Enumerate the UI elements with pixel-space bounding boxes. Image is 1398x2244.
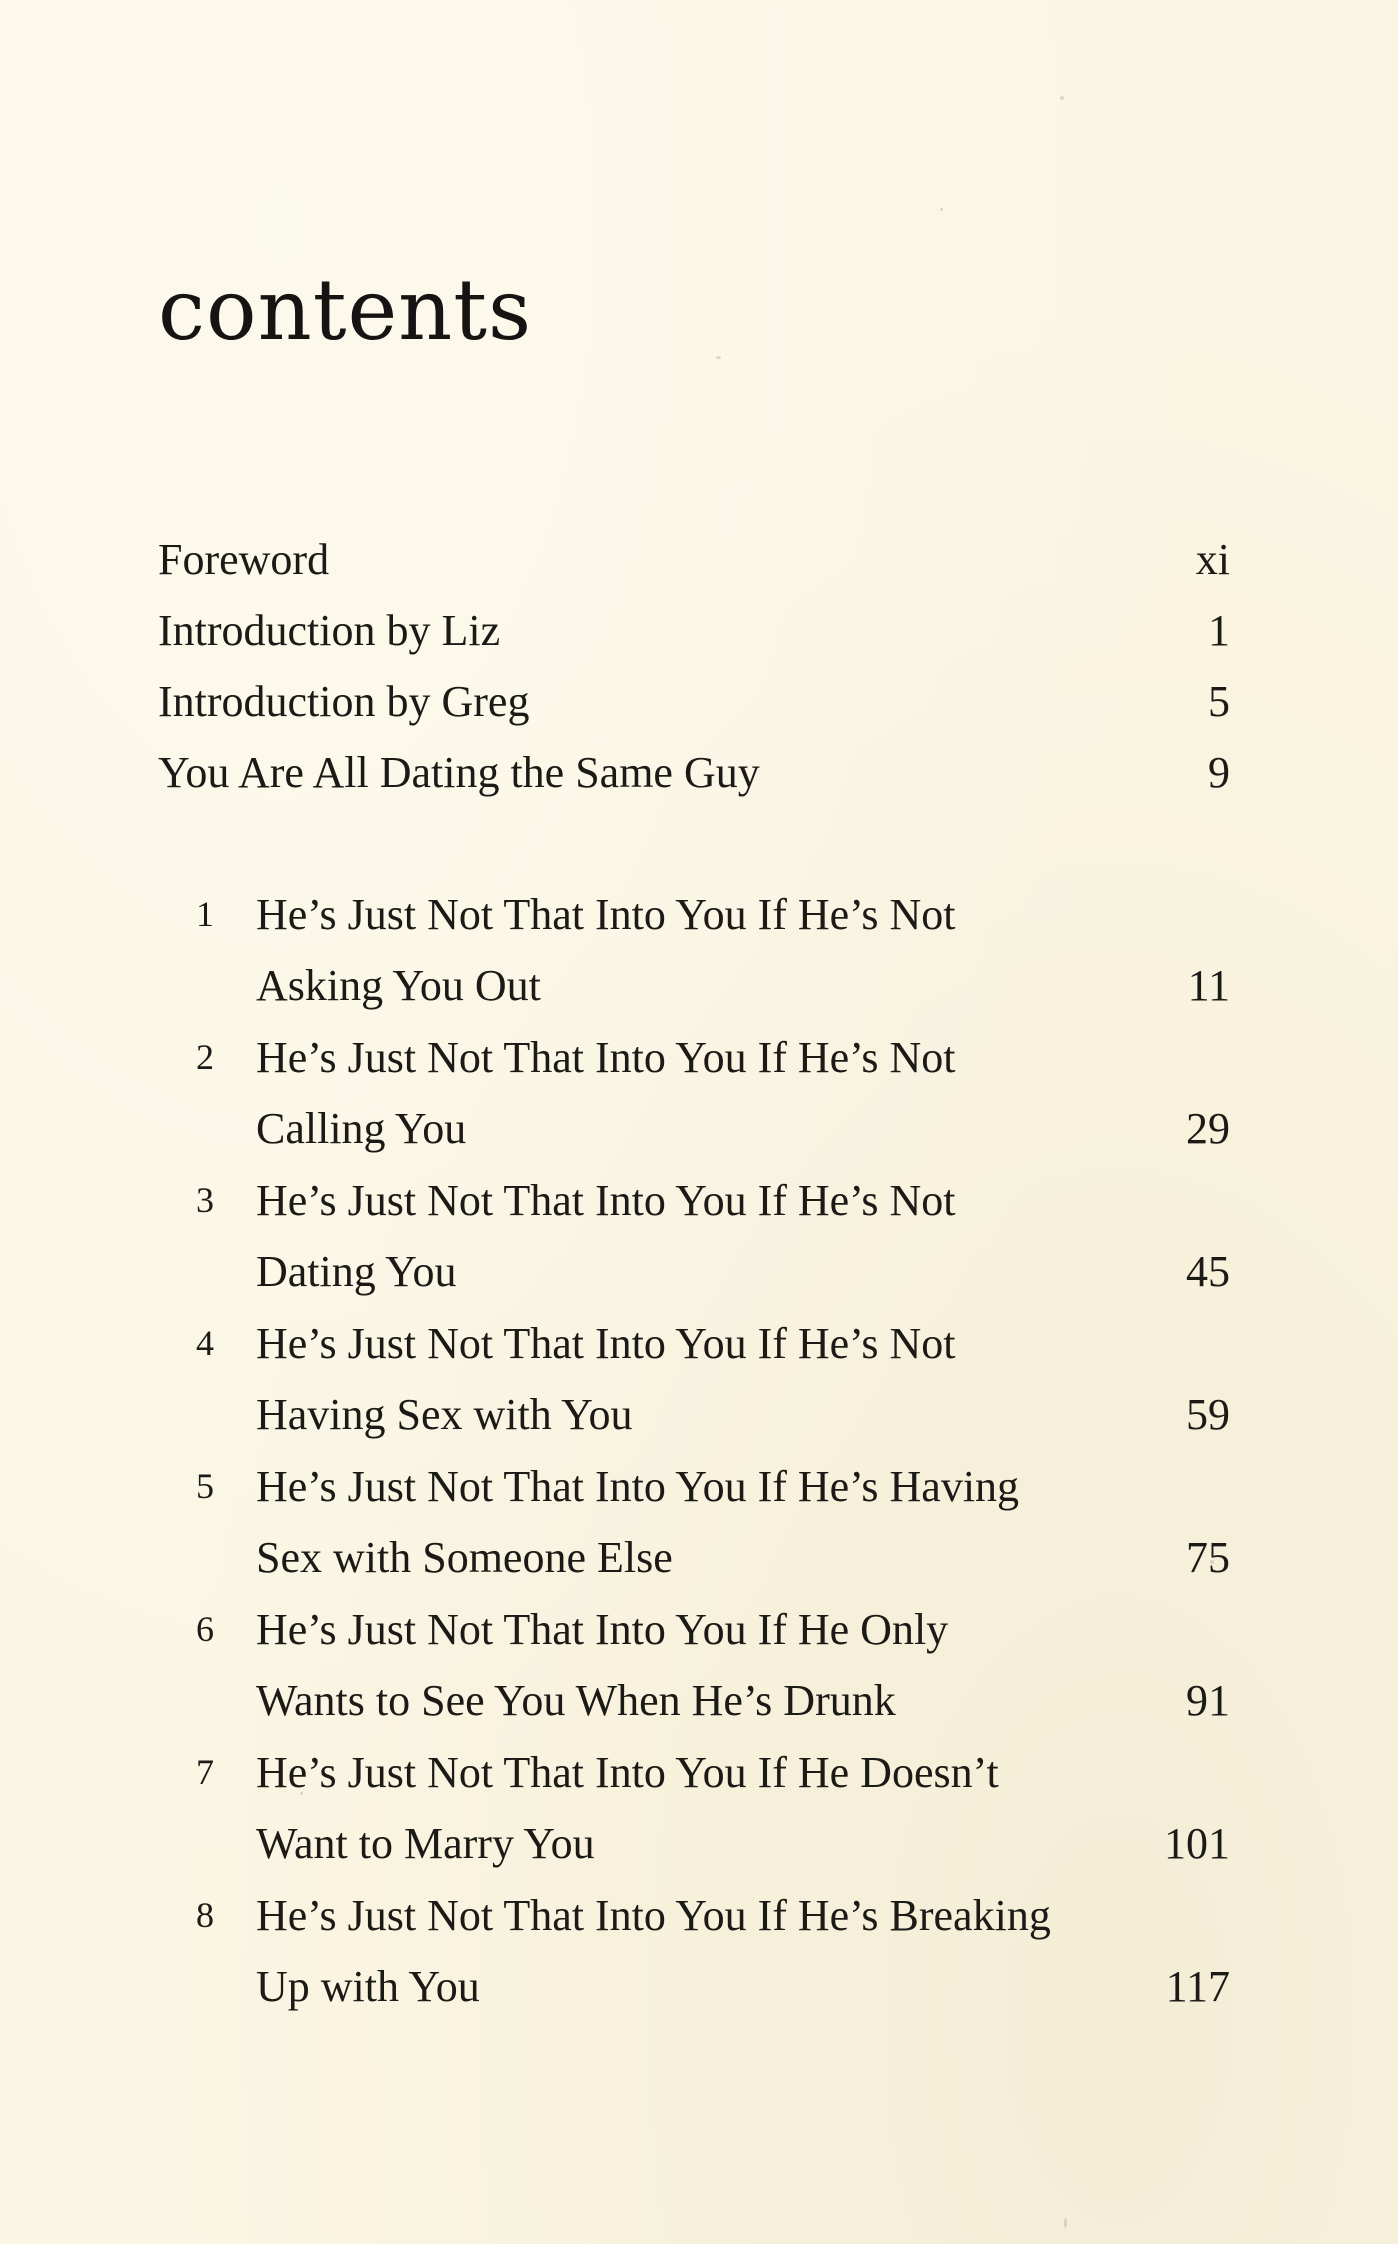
front-matter-list (158, 524, 1230, 808)
chapter-number: 6 (196, 1609, 214, 1649)
chapter-title-line-1: He’s Just Not That Into You If He’s Not (256, 1319, 956, 1368)
chapter-title-line-2: Asking You Out (256, 961, 541, 1010)
chapter-title-line-2: Dating You (256, 1247, 457, 1296)
toc-entry-page: 1 (1208, 606, 1230, 655)
toc-entry-page: 5 (1208, 677, 1230, 726)
chapter-entry (158, 1451, 1230, 1594)
toc-entry (158, 666, 1230, 737)
chapter-entry (158, 1165, 1230, 1308)
chapter-title-line-1: He’s Just Not That Into You If He’s Not (256, 1176, 956, 1225)
chapter-page: 59 (1186, 1390, 1230, 1439)
chapter-number: 1 (196, 894, 214, 934)
chapter-number: 5 (196, 1466, 214, 1506)
chapter-entry (158, 1737, 1230, 1880)
chapter-title-line-1: He’s Just Not That Into You If He’s Having (256, 1462, 1020, 1511)
chapter-page: 75 (1186, 1533, 1230, 1582)
chapter-number: 4 (196, 1323, 214, 1363)
chapter-number: 7 (196, 1752, 214, 1792)
chapter-page: 101 (1164, 1819, 1230, 1868)
chapter-title-line-1: He’s Just Not That Into You If He’s Breaking (256, 1891, 1051, 1940)
chapter-number: 2 (196, 1037, 214, 1077)
toc-entry-title: Introduction by Liz (158, 606, 501, 655)
chapter-title-line-2: Up with You (256, 1962, 480, 2011)
toc-entry (158, 524, 1230, 595)
paper-speck (716, 356, 721, 359)
paper-speck (1064, 2218, 1067, 2228)
chapter-title-line-1: He’s Just Not That Into You If He’s Not (256, 890, 956, 939)
chapter-page: 45 (1186, 1247, 1230, 1296)
chapter-title-line-2: Sex with Someone Else (256, 1533, 673, 1582)
chapter-number: 3 (196, 1180, 214, 1220)
chapter-page: 11 (1187, 961, 1230, 1010)
chapter-title-line-2: Calling You (256, 1104, 467, 1153)
chapter-title-line-2: Wants to See You When He’s Drunk (256, 1676, 896, 1725)
toc-entry-page: xi (1195, 535, 1230, 584)
paper-speck (1060, 96, 1064, 100)
toc-entry (158, 737, 1230, 808)
toc-entry (158, 595, 1230, 666)
chapter-number: 8 (196, 1895, 214, 1935)
chapter-title-line-1: He’s Just Not That Into You If He Doesn’t (256, 1748, 999, 1797)
chapter-page: 117 (1165, 1962, 1230, 2011)
page-title: contents (158, 261, 533, 359)
chapter-title-line-1: He’s Just Not That Into You If He’s Not (256, 1033, 956, 1082)
toc-entry-title: You Are All Dating the Same Guy (158, 748, 760, 797)
chapter-list (158, 879, 1230, 2023)
chapter-title-line-2: Having Sex with You (256, 1390, 633, 1439)
paper-speck (940, 208, 943, 211)
toc-entry-title: Introduction by Greg (158, 677, 530, 726)
chapter-title-line-1: He’s Just Not That Into You If He Only (256, 1605, 949, 1654)
chapter-entry (158, 1880, 1230, 2023)
chapter-entry (158, 1594, 1230, 1737)
chapter-title-line-2: Want to Marry You (256, 1819, 595, 1868)
chapter-page: 29 (1186, 1104, 1230, 1153)
chapter-entry (158, 1022, 1230, 1165)
toc-entry-page: 9 (1208, 748, 1230, 797)
chapter-entry (158, 1308, 1230, 1451)
toc-entry-title: Foreword (158, 535, 330, 584)
chapter-page: 91 (1186, 1676, 1230, 1725)
chapter-entry (158, 879, 1230, 1022)
